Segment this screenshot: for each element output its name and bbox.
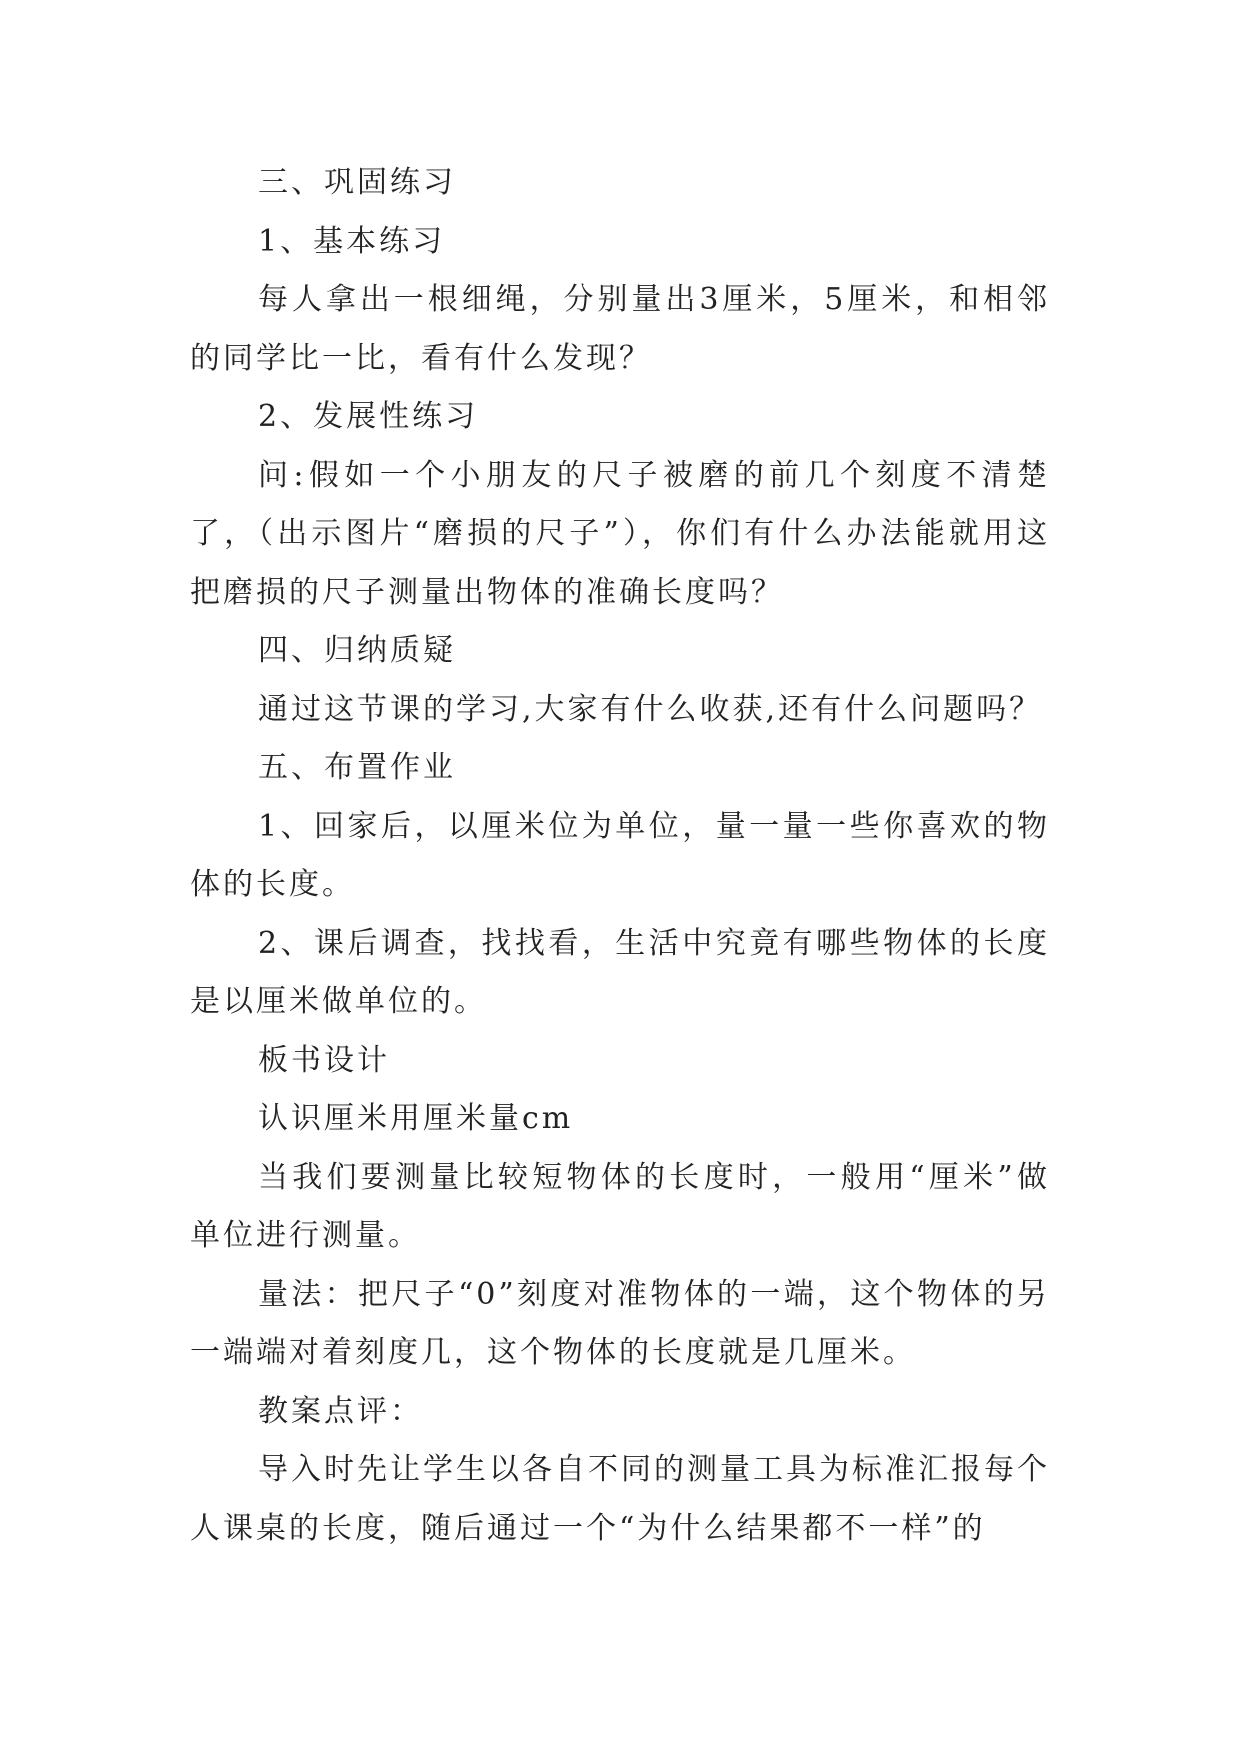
paragraph-lesson-review: 导入时先让学生以各自不同的测量工具为标准汇报每个人课桌的长度，随后通过一个“为什么结果都不一样”的 — [190, 1452, 1050, 1546]
paragraph-summary: 通过这节课的学习,大家有什么收获,还有什么问题吗？ — [258, 691, 1043, 727]
paragraph-board-unit: 当我们要测量比较短物体的长度时，一般用“厘米”做单位进行测量。 — [190, 1159, 1050, 1253]
paragraph-homework-1: 1、回家后，以厘米位为单位，量一量一些你喜欢的物体的长度。 — [190, 808, 1050, 902]
heading-homework: 五、布置作业 — [258, 750, 456, 785]
heading-lesson-review: 教案点评： — [258, 1393, 423, 1429]
paragraph-worn-ruler-question: 问:假如一个小朋友的尺子被磨的前几个刻度不清楚了，（出示图片“磨损的尺子”），你们有什么办法能就用这把磨损的尺子测量出物体的准确长度吗？ — [190, 457, 1050, 610]
subheading-developmental-practice: 2、发展性练习 — [258, 399, 479, 434]
heading-board-design: 板书设计 — [258, 1042, 390, 1078]
document-body — [190, 154, 1050, 1558]
subheading-basic-practice: 1、基本练习 — [258, 223, 446, 259]
paragraph-board-title: 认识厘米用厘米量cm — [258, 1101, 574, 1136]
heading-summary-questions: 四、归纳质疑 — [258, 633, 456, 668]
heading-consolidation-practice: 三、巩固练习 — [258, 165, 456, 200]
paragraph-board-method: 量法：把尺子“0”刻度对准物体的一端，这个物体的另一端端对着刻度几，这个物体的长度就是几厘米。 — [190, 1276, 1050, 1370]
paragraph-basic-practice: 每人拿出一根细绳，分别量出3厘米，5厘米，和相邻的同学比一比，看有什么发现？ — [190, 282, 1050, 376]
paragraph-homework-2: 2、课后调查，找找看，生活中究竟有哪些物体的长度是以厘米做单位的。 — [190, 925, 1050, 1019]
